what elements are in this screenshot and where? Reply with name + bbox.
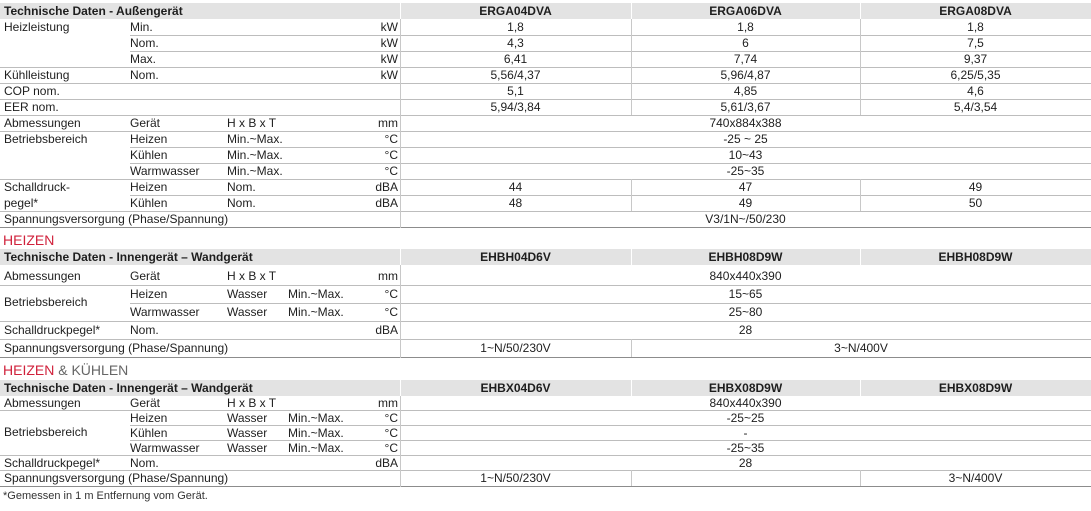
table2-model-2: EHBH08D9W — [708, 250, 783, 264]
divider — [631, 19, 632, 115]
divider — [631, 179, 632, 211]
table3-title: Technische Daten - Innengerät – Wandgerät — [4, 381, 253, 395]
kuehl-nom-3: 6,25/5,35 — [950, 68, 1001, 82]
table1-model-2: ERGA06DVA — [709, 4, 782, 18]
schall-kuehlen-2: 49 — [738, 196, 753, 210]
unit-mm: mm — [378, 269, 398, 283]
abmessungen-value: 840x440x390 — [709, 269, 782, 283]
divider — [0, 115, 1091, 116]
heiz-max-2: 7,74 — [733, 52, 758, 66]
unit-degc: °C — [384, 132, 398, 146]
unit-degc: °C — [384, 164, 398, 178]
spannung-label: Spannungsversorgung (Phase/Spannung) — [4, 212, 229, 226]
schalldruck-label-line2: pegel* — [4, 196, 39, 210]
abmessungen-label: Abmessungen — [4, 396, 81, 410]
table1-title: Technische Daten - Außengerät — [4, 4, 183, 18]
kuehlleistung-label: Kühlleistung — [4, 68, 70, 82]
divider — [0, 339, 1091, 340]
wasser-label: Wasser — [227, 426, 268, 440]
schall-value: 28 — [738, 323, 753, 337]
heizen-label: Heizen — [130, 411, 168, 425]
kuehl-nom-1: 5,56/4,37 — [490, 68, 541, 82]
abmessungen-label: Abmessungen — [4, 269, 81, 283]
minmax-label: Min.~Max. — [288, 411, 344, 425]
spannung-value-a: 1~N/50/230V — [480, 471, 551, 485]
divider — [0, 455, 1091, 456]
footnote: *Gemessen in 1 m Entfernung vom Gerät. — [3, 490, 208, 502]
geraet-label: Gerät — [130, 116, 161, 130]
eer-3: 5,4/3,54 — [953, 100, 998, 114]
betriebsbereich-label: Betriebsbereich — [4, 425, 88, 439]
spannung-value-b: 3~N/400V — [834, 341, 888, 355]
spannung-value-b: 3~N/400V — [948, 471, 1003, 485]
eer-label: EER nom. — [4, 100, 59, 114]
eer-1: 5,94/3,84 — [490, 100, 541, 114]
hbt-label: H x B x T — [227, 116, 277, 130]
divider — [130, 303, 1091, 304]
geraet-label: Gerät — [130, 396, 161, 410]
kuehl-nom-2: 5,96/4,87 — [720, 68, 771, 82]
divider — [631, 380, 632, 396]
betr-kuehlen-value: 10~43 — [728, 148, 763, 162]
minmax-label: Min.~Max. — [227, 132, 283, 146]
unit-degc: °C — [384, 305, 398, 319]
heizleistung-label: Heizleistung — [4, 20, 70, 34]
minmax-label: Min.~Max. — [227, 148, 283, 162]
minmax-label: Min.~Max. — [288, 287, 344, 301]
schalldruckpegel-label: Schalldruckpegel* — [4, 323, 101, 337]
section-heizen-kuehlen-title: HEIZEN & KÜHLEN — [3, 362, 129, 378]
divider — [130, 51, 1091, 52]
unit-dba: dBA — [375, 323, 398, 337]
section-heizen-title: HEIZEN — [3, 232, 55, 248]
cop-label: COP nom. — [4, 84, 60, 98]
unit-kw: kW — [380, 36, 398, 50]
nom-label: Nom. — [227, 196, 256, 210]
unit-kw: kW — [380, 52, 398, 66]
minmax-label: Min.~Max. — [288, 426, 344, 440]
table2-model-1: EHBH04D6V — [480, 250, 551, 264]
abmessungen-value: 740x884x388 — [709, 116, 782, 130]
schalldruck-label-line1: Schalldruck- — [4, 180, 71, 194]
max-label: Max. — [130, 52, 157, 66]
betr-heizen-value: -25 ~ 25 — [723, 132, 768, 146]
heiz-nom-2: 6 — [742, 36, 749, 50]
cop-1: 5,1 — [507, 84, 524, 98]
kuehlen-label: Kühlen — [130, 196, 168, 210]
divider — [0, 227, 1091, 228]
heiz-nom-1: 4,3 — [507, 36, 524, 50]
betriebsbereich-label: Betriebsbereich — [4, 132, 88, 146]
divider — [0, 321, 1091, 322]
warmwasser-label: Warmwasser — [130, 305, 200, 319]
divider — [400, 3, 401, 19]
betr-ww-value: 25~80 — [728, 305, 763, 319]
divider — [631, 249, 632, 265]
minmax-label: Min.~Max. — [227, 164, 283, 178]
min-label: Min. — [130, 20, 153, 34]
table2-model-3: EHBH08D9W — [938, 250, 1013, 264]
minmax-label: Min.~Max. — [288, 441, 344, 455]
abmessungen-label: Abmessungen — [4, 116, 81, 130]
divider — [0, 99, 1091, 100]
warmwasser-label: Warmwasser — [130, 164, 200, 178]
heiz-nom-3: 7,5 — [967, 36, 984, 50]
divider — [0, 83, 1091, 84]
divider — [130, 440, 1091, 441]
betr-heizen-value: -25~25 — [726, 411, 765, 425]
heiz-min-1: 1,8 — [507, 20, 524, 34]
divider — [130, 425, 1091, 426]
schall-kuehlen-1: 48 — [508, 196, 523, 210]
minmax-label: Min.~Max. — [288, 305, 344, 319]
nom-label: Nom. — [130, 456, 159, 470]
unit-kw: kW — [380, 20, 398, 34]
nom-label: Nom. — [227, 180, 256, 194]
unit-degc: °C — [384, 148, 398, 162]
spannung-value-a: 1~N/50/230V — [480, 341, 551, 355]
divider — [860, 3, 861, 19]
hbt-label: H x B x T — [227, 269, 277, 283]
wasser-label: Wasser — [227, 305, 268, 319]
table3-model-1: EHBX04D6V — [480, 381, 551, 395]
table1-model-3: ERGA08DVA — [939, 4, 1012, 18]
table3-model-3: EHBX08D9W — [938, 381, 1013, 395]
table2-title: Technische Daten - Innengerät – Wandgerät — [4, 250, 253, 264]
betr-ww-value: -25~35 — [726, 441, 765, 455]
divider — [860, 380, 861, 396]
unit-degc: °C — [384, 411, 398, 425]
divider — [130, 35, 1091, 36]
unit-mm: mm — [378, 116, 398, 130]
betriebsbereich-label: Betriebsbereich — [4, 295, 88, 309]
nom-label: Nom. — [130, 68, 159, 82]
betr-heizen-value: 15~65 — [728, 287, 763, 301]
divider — [0, 357, 1091, 358]
unit-degc: °C — [384, 287, 398, 301]
abmessungen-value: 840x440x390 — [709, 396, 782, 410]
divider — [130, 195, 1091, 196]
warmwasser-label: Warmwasser — [130, 441, 200, 455]
heizen-label: Heizen — [130, 287, 168, 301]
wasser-label: Wasser — [227, 441, 268, 455]
divider — [860, 179, 861, 211]
divider — [860, 19, 861, 115]
spannung-value: V3/1N~/50/230 — [705, 212, 786, 226]
divider — [400, 265, 401, 358]
cop-3: 4,6 — [967, 84, 984, 98]
spannung-label: Spannungsversorgung (Phase/Spannung) — [4, 471, 229, 485]
unit-degc: °C — [384, 426, 398, 440]
divider — [400, 249, 401, 265]
schall-heizen-2: 47 — [738, 180, 753, 194]
wasser-label: Wasser — [227, 287, 268, 301]
kuehlen-label: Kühlen — [130, 426, 168, 440]
divider — [860, 249, 861, 265]
divider — [400, 396, 401, 487]
heiz-max-1: 6,41 — [503, 52, 528, 66]
heiz-min-3: 1,8 — [967, 20, 984, 34]
divider — [0, 285, 1091, 286]
unit-degc: °C — [384, 441, 398, 455]
hbt-label: H x B x T — [227, 396, 277, 410]
kuehlen-label: Kühlen — [130, 148, 168, 162]
divider — [0, 67, 1091, 68]
betr-ww-value: -25~35 — [726, 164, 765, 178]
unit-mm: mm — [378, 396, 398, 410]
unit-dba: dBA — [375, 456, 398, 470]
nom-label: Nom. — [130, 323, 159, 337]
wasser-label: Wasser — [227, 411, 268, 425]
divider — [631, 470, 632, 486]
heiz-max-3: 9,37 — [963, 52, 988, 66]
geraet-label: Gerät — [130, 269, 161, 283]
heiz-min-2: 1,8 — [737, 20, 754, 34]
schalldruckpegel-label: Schalldruckpegel* — [4, 456, 101, 470]
nom-label: Nom. — [130, 36, 159, 50]
divider — [400, 380, 401, 396]
spannung-label: Spannungsversorgung (Phase/Spannung) — [4, 341, 229, 355]
cop-2: 4,85 — [733, 84, 758, 98]
divider — [631, 3, 632, 19]
schall-heizen-1: 44 — [508, 180, 523, 194]
divider — [631, 339, 632, 357]
eer-2: 5,61/3,67 — [720, 100, 771, 114]
unit-dba: dBA — [375, 196, 398, 210]
table3-model-2: EHBX08D9W — [708, 381, 783, 395]
heizen-label: Heizen — [130, 132, 168, 146]
schall-kuehlen-3: 50 — [968, 196, 983, 210]
divider — [400, 19, 401, 228]
schall-heizen-3: 49 — [968, 180, 983, 194]
table1-model-1: ERGA04DVA — [479, 4, 552, 18]
divider — [860, 470, 861, 486]
schall-value: 28 — [738, 456, 753, 470]
unit-dba: dBA — [375, 180, 398, 194]
divider — [0, 486, 1091, 487]
unit-kw: kW — [380, 68, 398, 82]
heizen-label: Heizen — [130, 180, 168, 194]
betr-kuehlen-value: - — [743, 426, 748, 440]
